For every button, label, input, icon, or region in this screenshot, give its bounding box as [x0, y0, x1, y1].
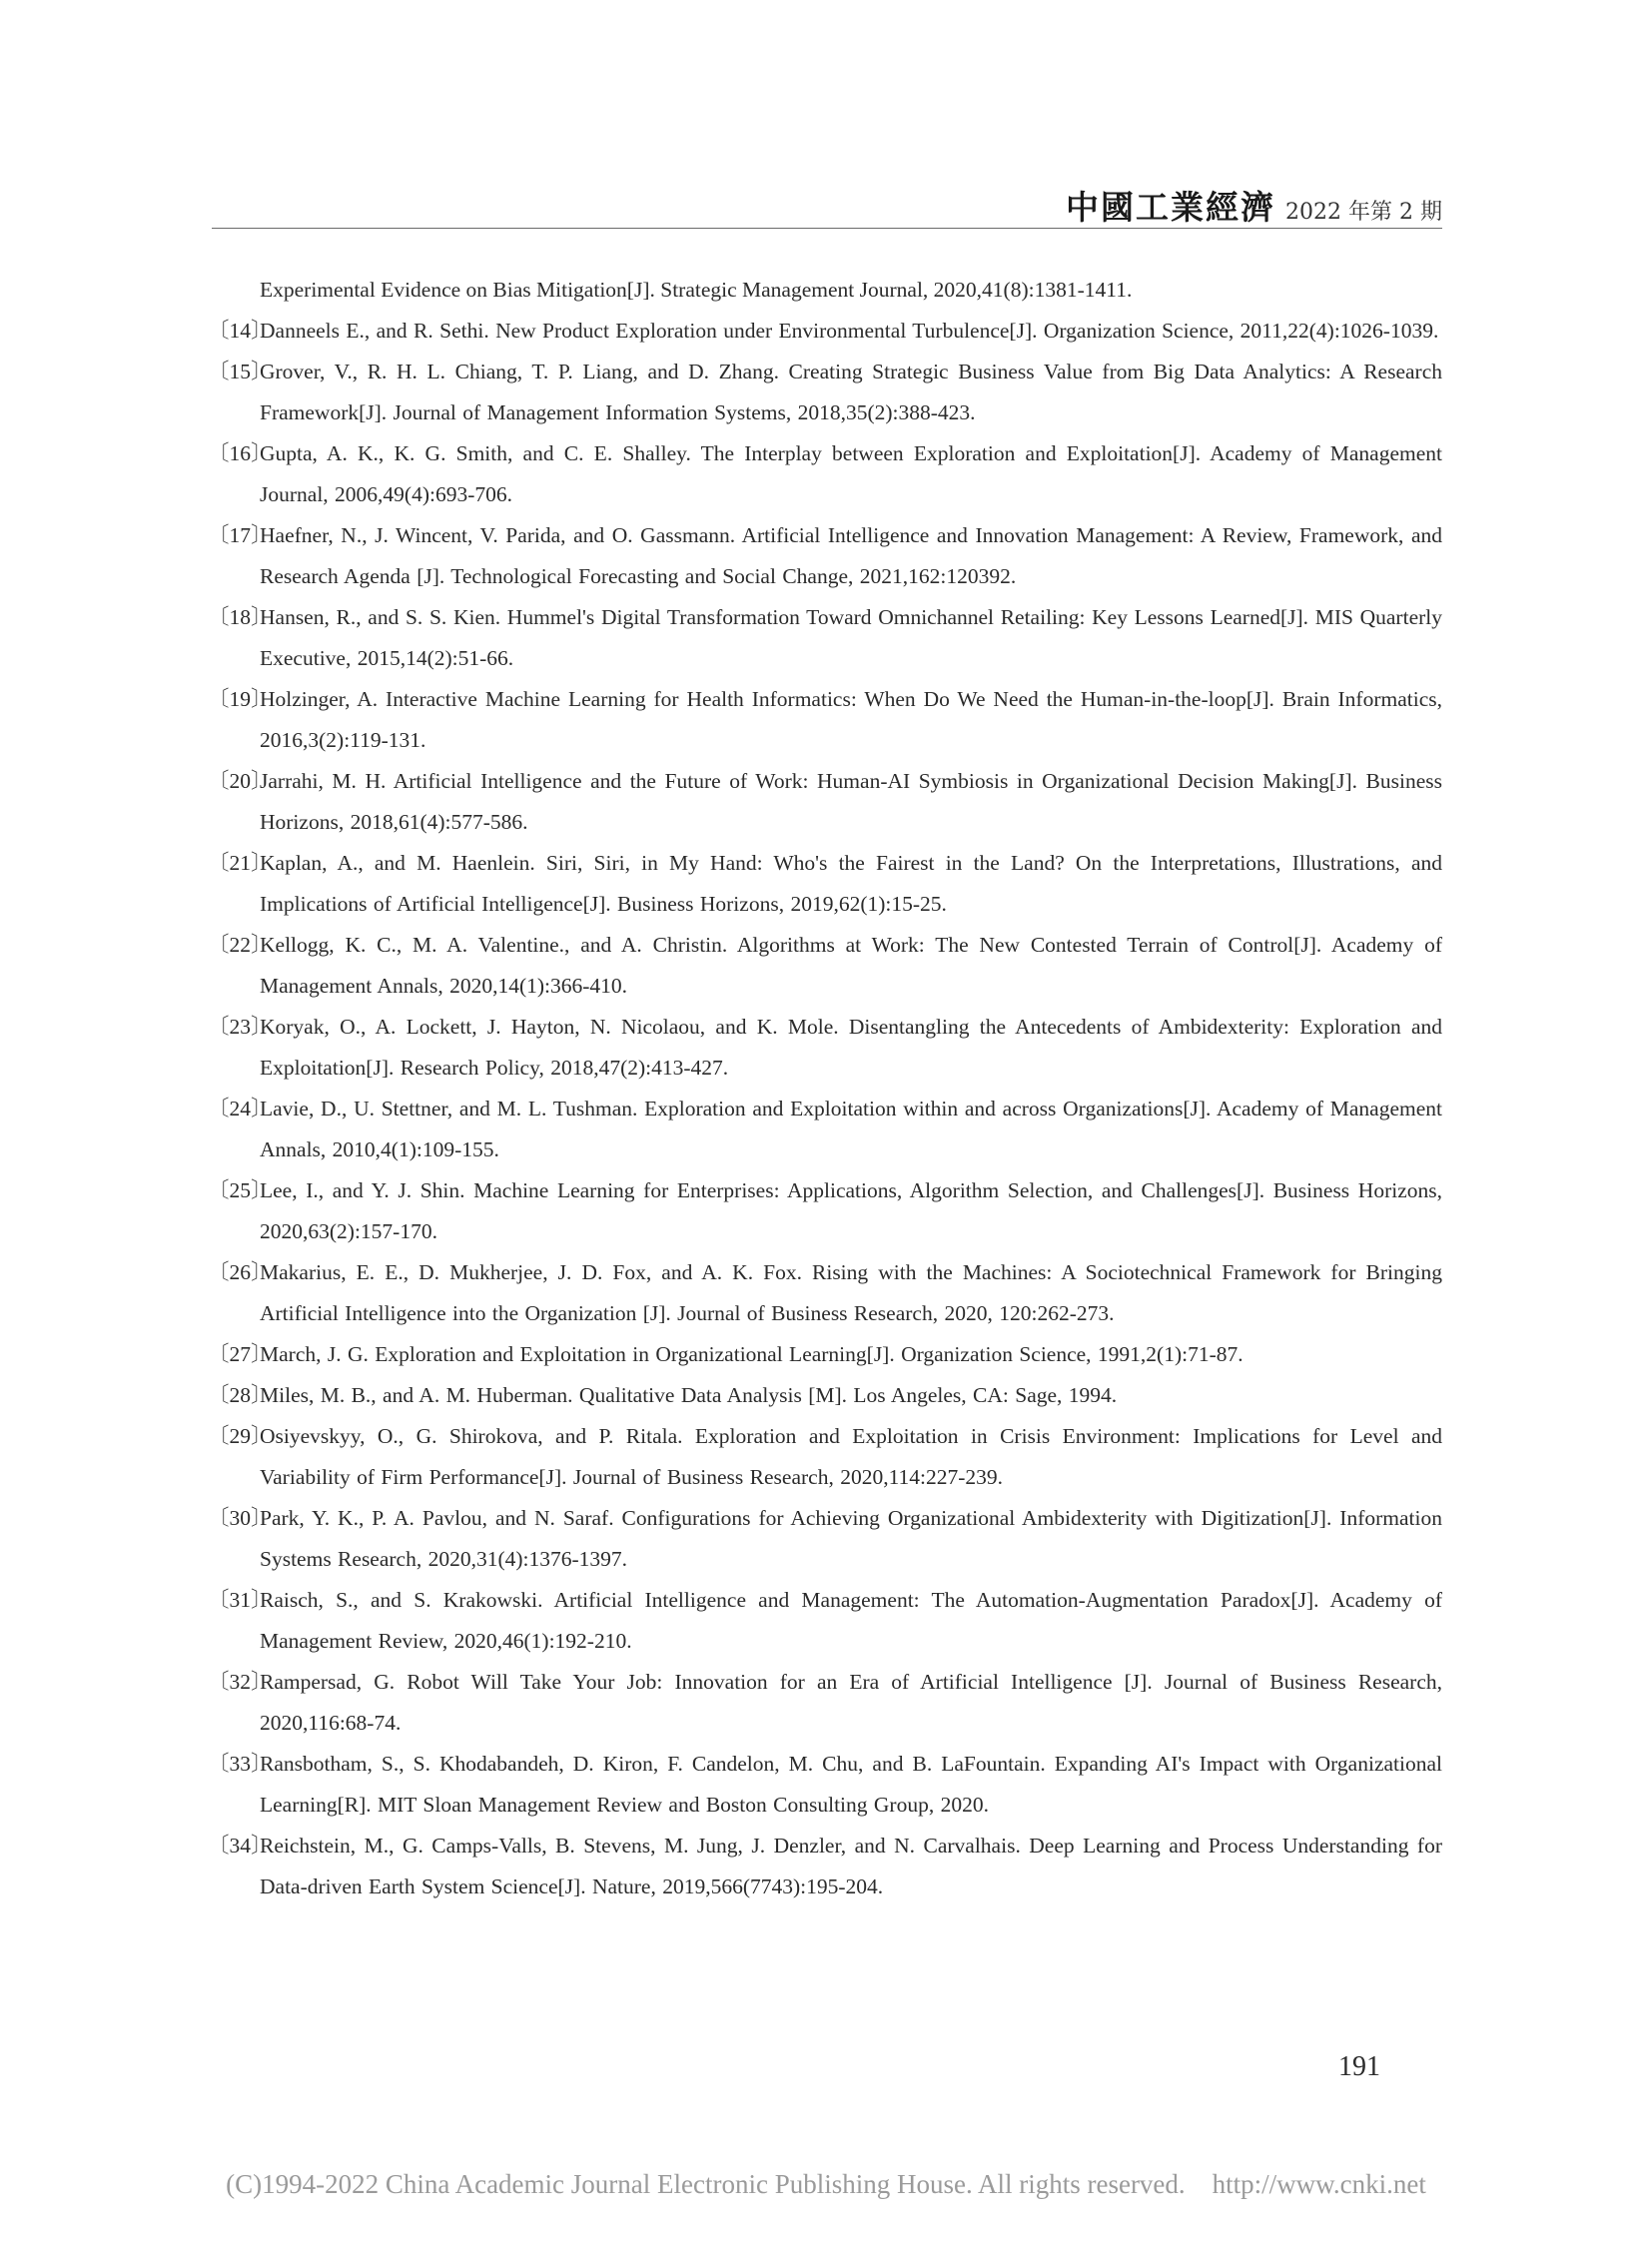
- reference-item: [208, 1744, 1442, 1826]
- reference-item: [208, 925, 1442, 1007]
- reference-text: Jarrahi, M. H. Artificial Intelligence and the Future of Work: Human-AI Symbiosis in Organizational Decision Making[J]. Business Horizons, 2018,61(4):577-586.: [260, 769, 1442, 834]
- reference-number: 〔27〕: [208, 1342, 273, 1366]
- reference-text: Danneels E., and R. Sethi. New Product Exploration under Environmental Turbulence[J]. Organization Science, 2011,22(4):1026-1039.: [260, 319, 1439, 343]
- reference-item: [208, 1580, 1442, 1662]
- reference-number: 〔19〕: [208, 687, 273, 711]
- reference-number: 〔26〕: [208, 1260, 273, 1284]
- page-number: 191: [1338, 2051, 1380, 2082]
- reference-item: [208, 515, 1442, 597]
- reference-text: Makarius, E. E., D. Mukherjee, J. D. Fox, and A. K. Fox. Rising with the Machines: A Sociotechnical Framework for Bringing Artificial Intelligence into the Organization [J]. Journal of Business Research, 2020, 120:262-273.: [260, 1260, 1442, 1325]
- reference-text: Rampersad, G. Robot Will Take Your Job: Innovation for an Era of Artificial Intelligence [J]. Journal of Business Research, 2020,116:68-74.: [260, 1670, 1442, 1735]
- reference-text: Lee, I., and Y. J. Shin. Machine Learning for Enterprises: Applications, Algorithm Selection, and Challenges[J]. Business Horizons, 2020,63(2):157-170.: [260, 1178, 1442, 1243]
- reference-item: [208, 311, 1442, 352]
- reference-number: 〔18〕: [208, 605, 273, 629]
- reference-text: Holzinger, A. Interactive Machine Learning for Health Informatics: When Do We Need the Human-in-the-loop[J]. Brain Informatics, 2016,3(2):119-131.: [260, 687, 1442, 752]
- reference-text: Osiyevskyy, O., G. Shirokova, and P. Ritala. Exploration and Exploitation in Crisis Environment: Implications for Level and Variability of Firm Performance[J]. Journal of Business Research, 2020,114:227-239.: [260, 1424, 1442, 1489]
- reference-list: [208, 270, 1442, 1907]
- reference-number: 〔24〕: [208, 1097, 273, 1120]
- reference-text: March, J. G. Exploration and Exploitation in Organizational Learning[J]. Organization Science, 1991,2(1):71-87.: [260, 1342, 1243, 1366]
- reference-item: [208, 1416, 1442, 1498]
- reference-number: 〔31〕: [208, 1588, 273, 1612]
- reference-item: [208, 679, 1442, 761]
- copyright-footer: (C)1994-2022 China Academic Journal Electronic Publishing House. All rights reserved. http://www.cnki.net: [226, 2169, 1426, 2199]
- reference-item: [208, 1007, 1442, 1089]
- header-rule: [212, 228, 1442, 229]
- reference-entries: [208, 311, 1442, 1907]
- reference-text: Raisch, S., and S. Krakowski. Artificial Intelligence and Management: The Automation-Augmentation Paradox[J]. Academy of Management Review, 2020,46(1):192-210.: [260, 1588, 1442, 1653]
- reference-item: [208, 1089, 1442, 1170]
- reference-text: Miles, M. B., and A. M. Huberman. Qualitative Data Analysis [M]. Los Angeles, CA: Sage, 1994.: [260, 1383, 1118, 1407]
- reference-item: [208, 597, 1442, 679]
- reference-number: 〔25〕: [208, 1178, 273, 1202]
- reference-item: [208, 352, 1442, 433]
- reference-number: 〔15〕: [208, 360, 273, 383]
- reference-number: 〔33〕: [208, 1752, 273, 1776]
- reference-number: 〔23〕: [208, 1015, 273, 1039]
- reference-item: [208, 761, 1442, 843]
- reference-number: 〔16〕: [208, 441, 273, 465]
- reference-number: 〔22〕: [208, 933, 273, 957]
- reference-number: 〔34〕: [208, 1834, 273, 1858]
- reference-text: Koryak, O., A. Lockett, J. Hayton, N. Nicolaou, and K. Mole. Disentangling the Antecedents of Ambidexterity: Exploration and Exploitation[J]. Research Policy, 2018,47(2):413-427.: [260, 1015, 1442, 1080]
- reference-item: [208, 1334, 1442, 1375]
- reference-text: Haefner, N., J. Wincent, V. Parida, and O. Gassmann. Artificial Intelligence and Innovation Management: A Review, Framework, and Research Agenda [J]. Technological Forecasting and Social Change, 2021,162:120392.: [260, 523, 1442, 588]
- reference-text: Park, Y. K., P. A. Pavlou, and N. Saraf. Configurations for Achieving Organizational Ambidexterity with Digitization[J]. Information Systems Research, 2020,31(4):1376-1397.: [260, 1506, 1442, 1571]
- reference-text: Hansen, R., and S. S. Kien. Hummel's Digital Transformation Toward Omnichannel Retailing: Key Lessons Learned[J]. MIS Quarterly Executive, 2015,14(2):51-66.: [260, 605, 1442, 670]
- reference-text: Lavie, D., U. Stettner, and M. L. Tushman. Exploration and Exploitation within and across Organizations[J]. Academy of Management Annals, 2010,4(1):109-155.: [260, 1097, 1442, 1161]
- reference-number: 〔32〕: [208, 1670, 273, 1694]
- reference-number: 〔17〕: [208, 523, 273, 547]
- reference-item: [208, 843, 1442, 925]
- reference-number: 〔29〕: [208, 1424, 273, 1448]
- reference-item: [208, 1826, 1442, 1907]
- running-header: [212, 182, 1442, 226]
- reference-item: [208, 1170, 1442, 1252]
- reference-text: Kaplan, A., and M. Haenlein. Siri, Siri, in My Hand: Who's the Fairest in the Land? On the Interpretations, Illustrations, and Implications of Artificial Intelligence[J]. Business Horizons, 2019,62(1):15-25.: [260, 851, 1442, 916]
- reference-text: Reichstein, M., G. Camps-Valls, B. Stevens, M. Jung, J. Denzler, and N. Carvalhais. Deep Learning and Process Understanding for Data-driven Earth System Science[J]. Nature, 2019,566(7743):195-204.: [260, 1834, 1442, 1898]
- reference-item: [208, 433, 1442, 515]
- journal-name: 中國工業經濟: [1066, 188, 1276, 227]
- reference-item: [208, 1498, 1442, 1580]
- reference-number: 〔20〕: [208, 769, 273, 793]
- reference-number: 〔21〕: [208, 851, 273, 875]
- reference-item: [208, 1662, 1442, 1744]
- reference-number: 〔14〕: [208, 319, 273, 343]
- issue-label: 2022 年第 2 期: [1285, 200, 1442, 225]
- reference-number: 〔28〕: [208, 1383, 273, 1407]
- reference-text: Ransbotham, S., S. Khodabandeh, D. Kiron, F. Candelon, M. Chu, and B. LaFountain. Expanding AI's Impact with Organizational Learning[R]. MIT Sloan Management Review and Boston Consulting Group, 2020.: [260, 1752, 1442, 1817]
- reference-text: Gupta, A. K., K. G. Smith, and C. E. Shalley. The Interplay between Exploration and Exploitation[J]. Academy of Management Journal, 2006,49(4):693-706.: [260, 441, 1442, 506]
- reference-item: [208, 1375, 1442, 1416]
- reference-text: Grover, V., R. H. L. Chiang, T. P. Liang, and D. Zhang. Creating Strategic Business Value from Big Data Analytics: A Research Framework[J]. Journal of Management Information Systems, 2018,35(2):388-423.: [260, 360, 1442, 424]
- reference-text: Kellogg, K. C., M. A. Valentine., and A. Christin. Algorithms at Work: The New Contested Terrain of Control[J]. Academy of Management Annals, 2020,14(1):366-410.: [260, 933, 1442, 998]
- reference-continuation: Experimental Evidence on Bias Mitigation[J]. Strategic Management Journal, 2020,41(8):1381-1411.: [260, 278, 1133, 302]
- reference-item: [208, 1252, 1442, 1334]
- reference-number: 〔30〕: [208, 1506, 273, 1530]
